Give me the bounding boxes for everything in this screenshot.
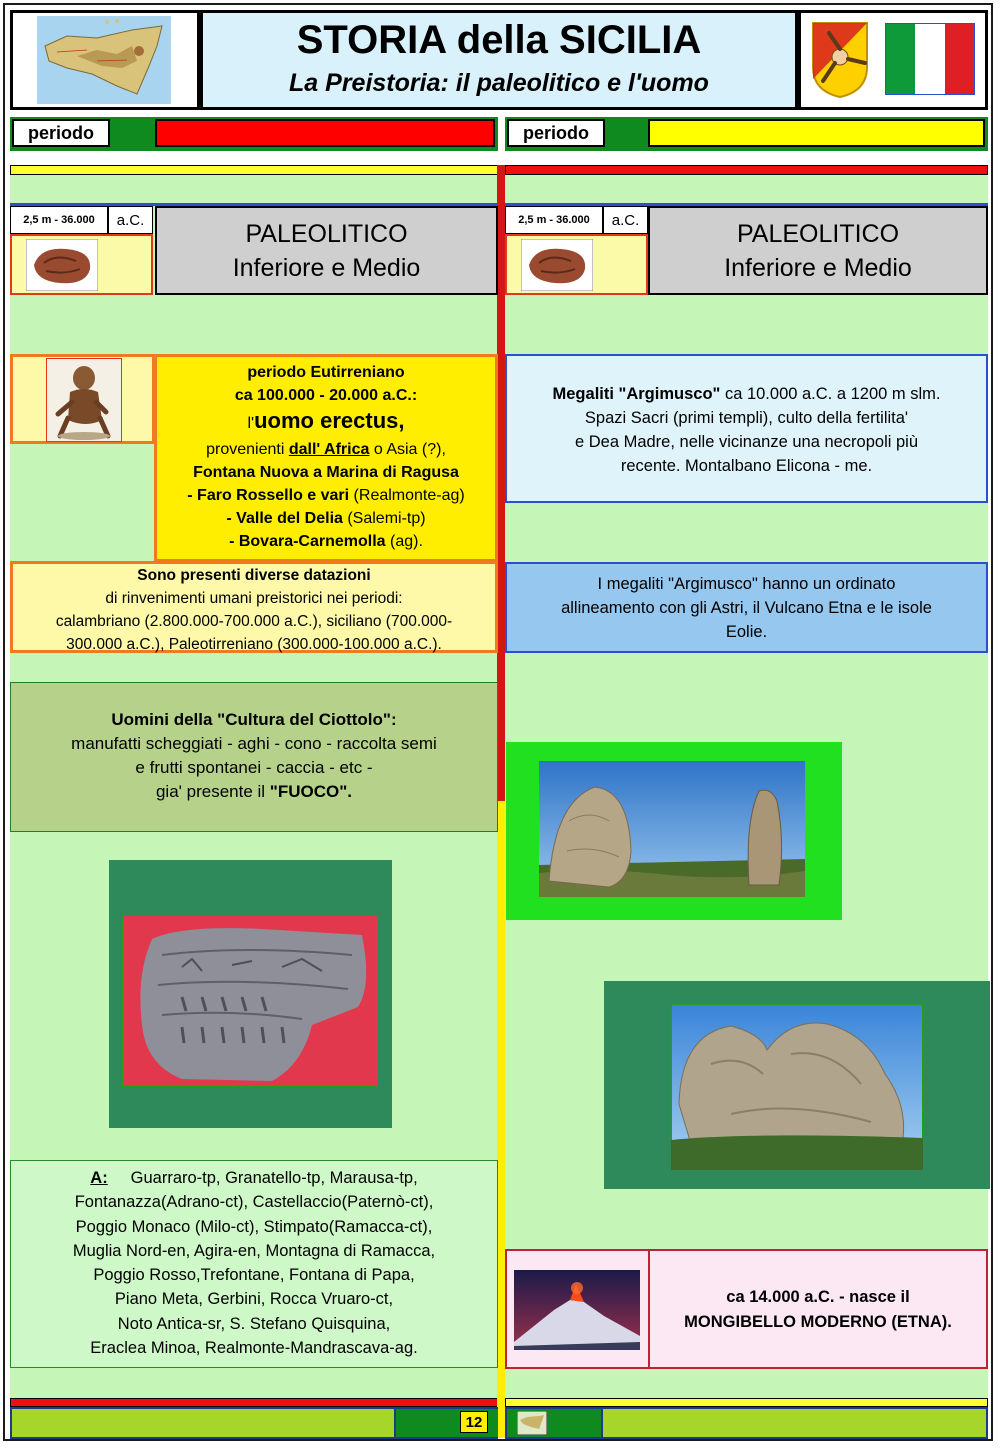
left-head-title-line1: PALEOLITICO — [245, 219, 408, 248]
erectus-line5: Fontana Nuova a Marina di Ragusa — [193, 464, 459, 481]
megaliti-line3: e Dea Madre, nelle vicinanze una necropoli più — [574, 433, 919, 451]
page-number: 12 — [460, 1411, 488, 1433]
allineamento-box — [505, 562, 988, 653]
megalith-photo1-frame — [506, 742, 842, 920]
map-box — [10, 10, 200, 110]
ciottolo-box — [10, 682, 498, 832]
periodo-right-color-bar — [648, 119, 985, 147]
erectus-line8-rest: (ag). — [385, 533, 423, 550]
etna-line2: MONGIBELLO MODERNO (ETNA). — [684, 1313, 952, 1331]
datazioni-line3: 300.000 a.C.), Paleotirreniano (300.000-100.000 a.C.). — [66, 636, 442, 653]
footer-right-bar — [505, 1407, 988, 1439]
megaliti-line1-rest: ca 10.000 a.C. a 1200 m slm. — [720, 385, 941, 403]
right-head-date: 2,5 m - 36.000 — [505, 206, 603, 234]
ciottolo-line1: manufatti scheggiati - aghi - cono - raccolta semi — [71, 734, 437, 753]
etna-line1: ca 14.000 a.C. - nasce il — [726, 1288, 910, 1306]
sicily-map-icon — [37, 16, 171, 104]
ciottolo-line3-pre: gia' presente il — [155, 782, 270, 801]
emblem-box — [798, 10, 988, 110]
erectus-line4-link: dall' Africa — [288, 441, 370, 458]
sites-line3: Poggio Monaco (Milo-ct), Stimpato(Ramacca-ct), — [75, 1217, 433, 1236]
erectus-image-box — [10, 354, 155, 444]
periodo-left-color-bar — [155, 119, 495, 147]
footer-divider — [497, 1398, 505, 1438]
sites-label: A: — [90, 1169, 108, 1187]
right-head-era: a.C. — [603, 206, 648, 234]
erectus-line6-bold: - Faro Rossello e vari — [187, 487, 350, 504]
erectus-text-box — [154, 354, 498, 562]
sites-box — [10, 1160, 498, 1368]
page-number-box — [394, 1409, 498, 1437]
sites-line7: Noto Antica-sr, S. Stefano Quisquina, — [117, 1314, 391, 1333]
erectus-line8-bold: - Bovara-Carnemolla — [229, 533, 386, 550]
footer-map-box — [507, 1409, 603, 1437]
left-head-thumb-box — [10, 234, 153, 295]
periodo-right-bar — [505, 117, 988, 151]
page-subtitle: La Preistoria: il paleolitico e l'uomo — [289, 69, 709, 97]
allineamento-line2: allineamento con gli Astri, il Vulcano Etna e le isole — [561, 599, 932, 617]
left-bottom-strip — [10, 1398, 498, 1407]
argimusco-rock-image — [671, 1004, 923, 1170]
ciottolo-title: Uomini della "Cultura del Ciottolo": — [111, 710, 397, 729]
left-head-title — [155, 206, 498, 295]
etna-image-box — [505, 1249, 650, 1369]
right-head-title-line1: PALEOLITICO — [736, 219, 900, 248]
sites-line6: Piano Meta, Gerbini, Rocca Vruaro-ct, — [114, 1290, 394, 1309]
sicily-map-icon — [517, 1411, 547, 1435]
sites-line2: Fontanazza(Adrano-ct), Castellaccio(Paternò-ct), — [74, 1193, 434, 1212]
header-title-box — [200, 10, 798, 110]
periodo-left-label: periodo — [12, 119, 110, 147]
center-divider-yellow — [497, 801, 505, 1405]
left-head-date: 2,5 m - 36.000 — [10, 206, 108, 234]
megalith-photo2-frame — [604, 981, 990, 1189]
italy-flag-icon — [885, 23, 975, 95]
left-top-strip — [10, 165, 498, 175]
sites-line5: Poggio Rosso,Trefontane, Fontana di Papa, — [93, 1266, 415, 1285]
erectus-line6-rest: (Realmonte-ag) — [349, 487, 465, 504]
erectus-line4-post: o Asia (?), — [369, 441, 446, 458]
stone-tool-icon — [26, 239, 98, 291]
allineamento-line3: Eolie. — [725, 623, 768, 641]
right-top-strip — [505, 165, 988, 175]
erectus-line2: ca 100.000 - 20.000 a.C.: — [234, 387, 418, 404]
tablet-image-frame — [109, 860, 392, 1128]
erectus-line7-rest: (Salemi-tp) — [342, 510, 426, 527]
trinacria-emblem-icon — [809, 19, 871, 99]
datazioni-box — [10, 561, 498, 653]
sites-line4: Muglia Nord-en, Agira-en, Montagna di Ramacca, — [72, 1241, 436, 1260]
sites-line1: Guarraro-tp, Granatello-tp, Marausa-tp, — [130, 1169, 418, 1187]
erectus-line3-prefix: l' — [247, 415, 255, 432]
periodo-right-label: periodo — [507, 119, 605, 147]
erectus-line7-bold: - Valle del Delia — [226, 510, 343, 527]
ciottolo-line2: e frutti spontanei - caccia - etc - — [135, 758, 373, 777]
megaliti-box — [505, 354, 988, 503]
megaliti-line2: Spazi Sacri (primi templi), culto della fertilita' — [584, 409, 909, 427]
ciottolo-line3-bold: "FUOCO". — [269, 782, 353, 801]
datazioni-line2: calambriano (2.800.000-700.000 a.C.), siciliano (700.000- — [55, 613, 453, 630]
sites-line8: Eraclea Minoa, Realmonte-Mandrascava-ag. — [90, 1339, 418, 1358]
argimusco-megaliths-image — [539, 761, 805, 897]
periodo-left-bar — [10, 117, 498, 151]
megaliti-bold: Megaliti "Argimusco" — [552, 385, 721, 403]
right-head-title-line2: Inferiore e Medio — [724, 253, 912, 282]
homo-erectus-icon — [46, 358, 122, 442]
stone-tool-icon — [521, 239, 593, 291]
right-head-thumb-box — [505, 234, 648, 295]
footer-left-bar — [10, 1407, 498, 1439]
erectus-line3-main: uomo erectus, — [254, 408, 405, 433]
erectus-line1: periodo Eutirreniano — [247, 364, 405, 381]
left-head-era: a.C. — [108, 206, 153, 234]
etna-eruption-image — [514, 1270, 640, 1350]
right-head-title — [648, 206, 988, 295]
datazioni-title: Sono presenti diverse datazioni — [137, 567, 371, 584]
erectus-line4-pre: provenienti — [206, 441, 289, 458]
center-divider-red — [497, 165, 505, 801]
datazioni-line1: di rinvenimenti umani preistorici nei periodi: — [105, 590, 403, 607]
megaliti-line4: recente. Montalbano Elicona - me. — [620, 457, 873, 475]
right-bottom-strip — [505, 1398, 988, 1407]
etna-text-box — [648, 1249, 988, 1369]
page-title: STORIA della SICILIA — [296, 18, 702, 62]
allineamento-line1: I megaliti "Argimusco" hanno un ordinato — [597, 575, 896, 593]
left-head-title-line2: Inferiore e Medio — [232, 253, 421, 282]
engraved-tablet-image — [122, 915, 378, 1087]
